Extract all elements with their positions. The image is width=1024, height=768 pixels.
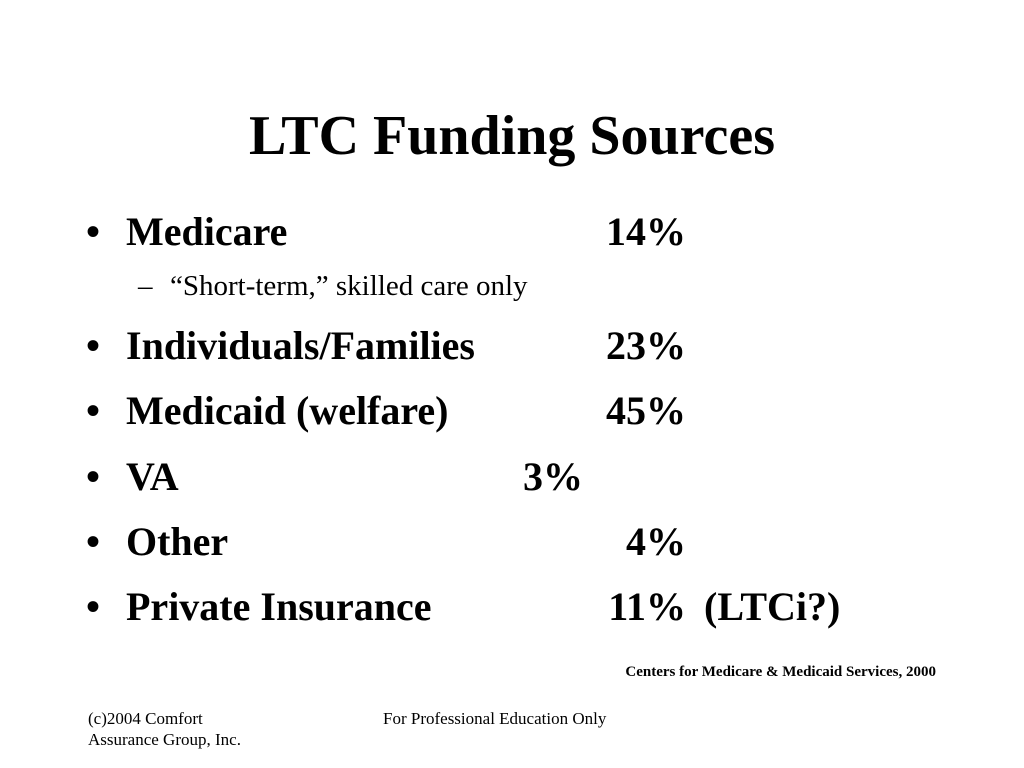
item-label: Individuals/Families xyxy=(126,323,475,368)
item-percent: 14% xyxy=(606,209,686,254)
bullet-icon: • xyxy=(86,209,101,254)
item-percent: 4% xyxy=(626,519,686,564)
item-label: Medicare xyxy=(126,209,288,254)
bullet-icon: • xyxy=(86,388,101,433)
item-note: (LTCi?) xyxy=(704,584,841,629)
item-label: Medicaid (welfare) xyxy=(126,388,449,433)
footer-notice: For Professional Education Only xyxy=(383,709,607,728)
item-label: Private Insurance xyxy=(126,584,432,629)
item-label: Other xyxy=(126,519,229,564)
bullet-icon: • xyxy=(86,584,101,629)
item-percent: 23% xyxy=(606,323,686,368)
dash-icon: – xyxy=(138,270,153,302)
item-percent: 11% xyxy=(608,584,686,629)
slide-title: LTC Funding Sources xyxy=(249,105,775,167)
bullet-icon: • xyxy=(86,323,101,368)
item-label: VA xyxy=(126,454,179,499)
item-percent: 3% xyxy=(523,454,583,499)
source-citation: Centers for Medicare & Medicaid Services, 2000 xyxy=(625,664,936,680)
footer-copyright: (c)2004 Comfort Assurance Group, Inc. xyxy=(88,709,241,749)
bullet-icon: • xyxy=(86,519,101,564)
item-percent: 45% xyxy=(606,388,686,433)
sub-item-label: “Short-term,” skilled care only xyxy=(170,270,528,302)
bullet-icon: • xyxy=(86,454,101,499)
